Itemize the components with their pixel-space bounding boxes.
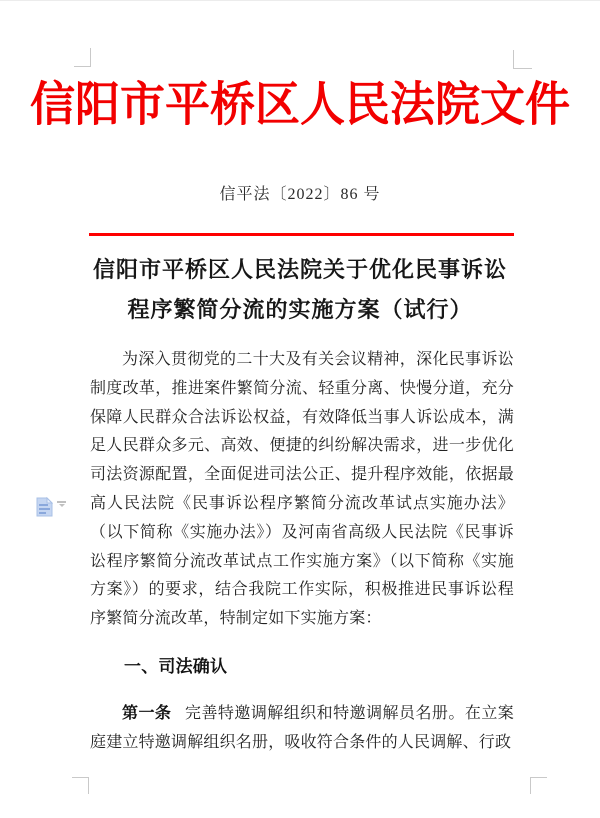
text-boundary-mark-bottom-right-icon	[530, 777, 547, 794]
document-title	[0, 250, 600, 330]
document-number: 信平法〔2022〕86 号	[219, 186, 381, 203]
red-divider-rule	[89, 233, 514, 236]
article-1-paragraph	[90, 700, 514, 758]
document-title-line2: 程序繁简分流的实施方案（试行）	[127, 297, 473, 322]
paste-options-document-icon	[36, 504, 53, 521]
section-heading-judicial-confirmation: 一、司法确认	[124, 656, 228, 676]
article-1-text: 完善特邀调解组织和特邀调解员名册。在立案庭建立特邀调解组织名册，吸收符合条件的人民调解、行政	[90, 704, 514, 751]
text-boundary-mark-bottom-left-icon	[72, 777, 89, 794]
paste-options-button[interactable]	[36, 497, 53, 517]
text-boundary-mark-top-right-icon	[513, 50, 532, 69]
intro-paragraph: 为深入贯彻党的二十大及有关会议精神，深化民事诉讼制度改革，推进案件繁简分流、轻重分离、快慢分道，充分保障人民群众合法诉讼权益，有效降低当事人诉讼成本，满足人民群众多元、高效、便捷的纠纷解决需求，进一步优化司法资源配置，全面促进司法公正、提升程序效能，依据最高人民法院《民事诉讼程序繁简分流改革试点实施办法》（以下简称《实施办法》）及河南省高级人民法院《民事诉讼程序繁简分流改革试点工作实施方案》（以下简称《实施方案》）的要求，结合我院工作实际，积极推进民事诉讼程序繁简分流改革，特制定如下实施方案：	[90, 351, 514, 628]
article-1-number-label: 第一条	[122, 704, 172, 722]
court-letterhead-title: 信阳市平桥区人民法院文件	[29, 76, 570, 133]
document-title-line1: 信阳市平桥区人民法院关于优化民事诉讼	[92, 257, 507, 282]
cursor-artifact-icon	[57, 501, 66, 508]
document-body	[90, 346, 514, 757]
text-boundary-mark-top-left-icon	[74, 48, 91, 67]
